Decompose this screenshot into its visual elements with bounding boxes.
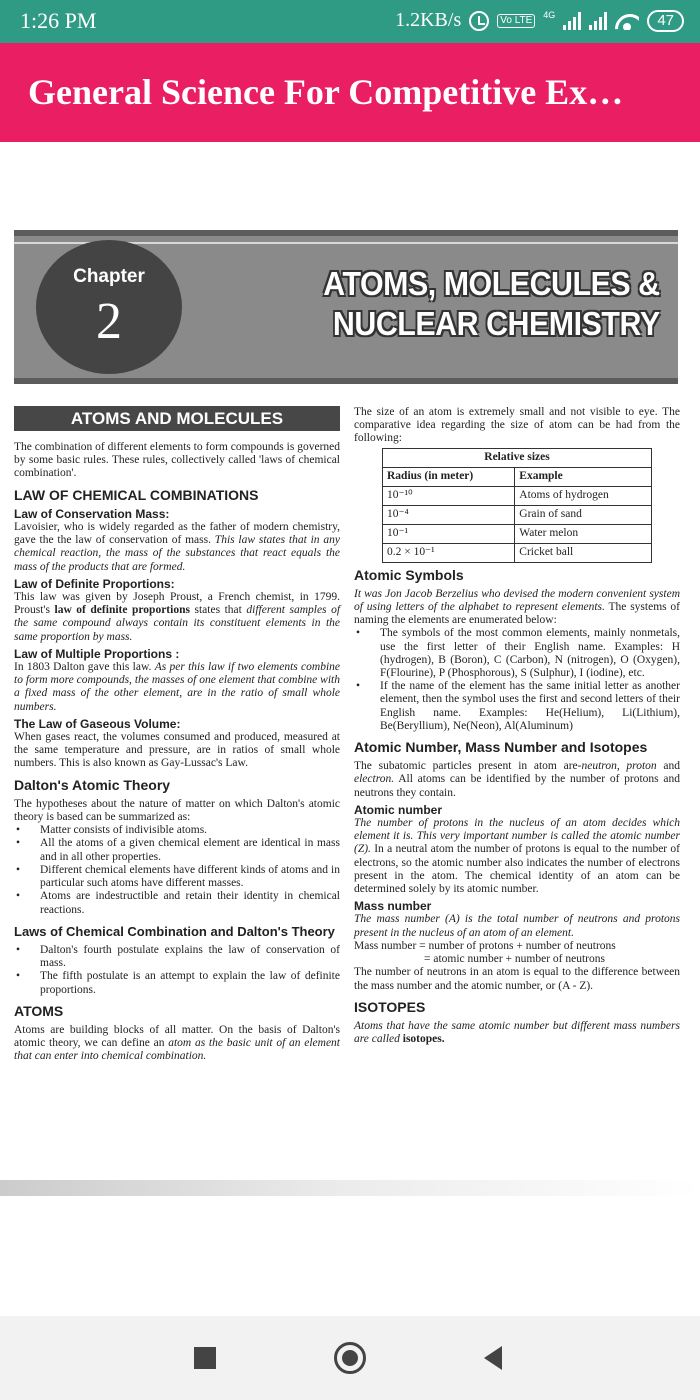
number-italic: neutron, proton — [581, 760, 657, 773]
gaseous-heading: The Law of Gaseous Volume: — [14, 716, 181, 731]
isotopes-bold: isotopes. — [402, 1033, 445, 1046]
laws-dalton-list — [14, 944, 340, 997]
law-heading: LAW OF CHEMICAL COMBINATIONS — [14, 486, 259, 503]
definite-text2: states that — [194, 604, 242, 617]
table-cell: Grain of sand — [515, 505, 652, 524]
number-text: The subatomic particles present in atom are- — [354, 760, 582, 773]
number-paragraph — [354, 760, 680, 800]
definite-bold: law of definite proportions — [54, 604, 190, 617]
table-row — [383, 505, 652, 524]
dalton-intro: The hypotheses about the nature of matter on which Dalton's atomic theory is based can be summarized as: — [14, 797, 340, 824]
chapter-badge — [36, 240, 182, 374]
left-column — [14, 406, 340, 1064]
dalton-heading: Dalton's Atomic Theory — [14, 776, 171, 793]
list-item: • Different chemical elements have different kinds of atoms and in particular such atoms have different masses. — [14, 864, 340, 890]
atoms-text: Atoms are building blocks of all matter. On the basis of Dalton's atomic theory, we can define an — [14, 1023, 340, 1050]
signal-icon — [589, 12, 607, 30]
back-triangle-icon[interactable] — [484, 1346, 502, 1370]
gaseous-paragraph: When gases react, the volumes consumed and produced, measured at the same temperature and pressure, are in ratios of small whole numbers. This is also known as Gay-Lussac's Law. — [14, 731, 340, 770]
alarm-icon — [469, 11, 489, 31]
list-item: • Atoms are indestructible and retain their identity in chemical reactions. — [14, 890, 340, 916]
multiple-text: In 1803 Dalton gave this law. — [14, 661, 152, 674]
conservation-paragraph — [14, 521, 340, 574]
section-banner: ATOMS AND MOLECULES — [14, 406, 340, 431]
signal-icon — [563, 12, 581, 30]
definite-paragraph — [14, 591, 340, 644]
recents-square-icon[interactable] — [194, 1347, 216, 1369]
volte-icon: Vo LTE — [497, 14, 535, 28]
symbols-italic: It was Jon Jacob Berzelius who devised the modern convenient system of using letters of the alphabet to represent elements. — [354, 587, 680, 614]
table-header: Radius (in meter) — [383, 467, 515, 486]
app-bar — [0, 43, 700, 142]
list-item: • The fifth postulate is an attempt to explain the law of definite proportions. — [14, 970, 340, 996]
document-page[interactable] — [0, 142, 700, 1182]
status-bar — [0, 0, 700, 43]
size-paragraph: The size of an atom is extremely small and not visible to eye. The comparative idea regarding the size of atom can be had from the following: — [354, 406, 680, 445]
number-text3: All atoms can be identified by the number of protons and neutrons they contain. — [354, 773, 680, 799]
symbols-list — [354, 627, 680, 733]
table-row — [383, 543, 652, 562]
definite-text: This law was given by Joseph Proust, a French chemist, in 1799. Proust's — [14, 591, 340, 617]
list-item: • All the atoms of a given chemical element are identical in mass and in all other properties. — [14, 837, 340, 863]
relative-sizes-table — [382, 448, 652, 563]
atoms-italic: atom as the basic unit of an element that can enter into chemical combination. — [14, 1037, 341, 1063]
definite-heading: Law of Definite Proportions: — [14, 576, 175, 591]
isotopes-italic: Atoms that have the same atomic number but different mass numbers are called — [354, 1019, 680, 1046]
chapter-title — [324, 264, 660, 344]
table-cell: 10⁻¹ — [383, 524, 515, 543]
mass-formula-2: = atomic number + number of neutrons — [424, 953, 605, 966]
mass-number-italic: The mass number (A) is the total number of neutrons and protons present in the nucleus of an atom of an element. — [354, 913, 680, 939]
multiple-paragraph — [14, 661, 340, 714]
table-row — [383, 524, 652, 543]
chapter-title-line1: ATOMS, MOLECULES & — [323, 265, 660, 302]
table-cell: 0.2 × 10⁻¹ — [383, 543, 515, 562]
table-row — [383, 486, 652, 505]
number-text2: and — [663, 760, 681, 773]
chapter-label: Chapter — [73, 266, 145, 287]
chapter-title-line2: NUCLEAR CHEMISTRY — [333, 305, 660, 342]
dalton-list — [14, 824, 340, 916]
symbols-text: The systems of naming the elements are enumerated below: — [354, 601, 680, 627]
mass-number-paragraph: The number of neutrons in an atom is equal to the difference between the mass number and the atomic number, or (A - Z). — [354, 966, 680, 992]
table-cell: Cricket ball — [515, 543, 652, 562]
intro-paragraph: The combination of different elements to form compounds is governed by some basic rules. These rules, collectively called 'laws of chemical combination'. — [14, 441, 340, 480]
network-type: 4G — [543, 9, 556, 20]
isotopes-heading: ISOTOPES — [354, 998, 426, 1015]
table-header: Example — [515, 467, 652, 486]
app-title: General Science For Competitive Ex… — [28, 72, 624, 112]
multiple-heading: Law of Multiple Proportions : — [14, 646, 180, 661]
mass-number-heading: Mass number — [354, 899, 432, 914]
number-italic2: electron. — [354, 773, 395, 786]
table-caption: Relative sizes — [383, 448, 652, 467]
laws-dalton-heading: Laws of Chemical Combination and Dalton's Theory — [14, 923, 335, 939]
conservation-heading: Law of Conservation Mass: — [14, 506, 170, 521]
definite-italic: different samples of the same compound always contain its constituent elements in the same proportion by mass. — [14, 604, 341, 643]
conservation-italic: This law states that in any chemical reaction, the mass of the substances that react equals the mass of the products that are formed. — [14, 534, 340, 573]
system-nav-bar — [0, 1316, 700, 1400]
atoms-heading: ATOMS — [14, 1002, 64, 1019]
atoms-paragraph — [14, 1024, 340, 1064]
conservation-text: Lavoisier, who is widely regarded as the father of modern chemistry, gave the the law of conservation of mass. — [14, 521, 340, 547]
symbols-paragraph — [354, 588, 680, 628]
atomic-number-paragraph — [354, 817, 680, 896]
chapter-header — [14, 230, 678, 384]
list-item: • The symbols of the most common elements, mainly nonmetals, use the first letter of their English name. Examples: H (hydrogen), B (Boron), C (Carbon), N (nitrogen), O (Oxygen), F(Flourine), P (Phosphorous), S (Sulphur), I (iodine), etc. — [354, 627, 680, 680]
chapter-number: 2 — [96, 293, 122, 350]
page-edge — [0, 1180, 700, 1196]
net-speed: 1.2KB/s — [395, 9, 462, 31]
atomic-number-italic: The number of protons in the nucleus of an atom decides which element it is. This very important number is called the atomic number (Z). — [354, 817, 680, 856]
number-heading: Atomic Number, Mass Number and Isotopes — [354, 739, 648, 756]
atomic-number-heading: Atomic number — [354, 802, 443, 817]
home-circle-icon[interactable] — [334, 1342, 366, 1374]
table-cell: Atoms of hydrogen — [515, 486, 652, 505]
status-time: 1:26 PM — [20, 8, 97, 33]
list-item: • Dalton's fourth postulate explains the law of conservation of mass. — [14, 944, 340, 970]
table-cell: 10⁻¹⁰ — [383, 486, 515, 505]
symbols-heading: Atomic Symbols — [354, 566, 464, 583]
right-column — [354, 406, 680, 1046]
table-cell: 10⁻⁴ — [383, 505, 515, 524]
list-item: • Matter consists of indivisible atoms. — [14, 824, 340, 837]
multiple-italic: As per this law if two elements combine to form more compounds, the masses of one element that combine with a fixed mass of the other element, are in the ratio of small whole numbers. — [14, 661, 341, 713]
wifi-icon — [615, 12, 639, 30]
atomic-number-text: In a neutral atom the number of protons is equal to the number of electrons, so the atomic number also indicates the number of electrons present in the atom. The chemical identity of an atom can be determined solely by its atomic number. — [354, 843, 680, 896]
isotopes-paragraph — [354, 1020, 680, 1046]
list-item: • If the name of the element has the same initial letter as another element, then the symbol uses the first and second letters of their English name. Examples: He(Helium), Li(Lithium), Be(Beryllium), Ne(Neon), Al(Aluminum) — [354, 680, 680, 733]
battery-icon: 47 — [647, 10, 684, 32]
mass-formula-1: Mass number = number of protons + number of neutrons — [354, 939, 616, 952]
table-cell: Water melon — [515, 524, 652, 543]
